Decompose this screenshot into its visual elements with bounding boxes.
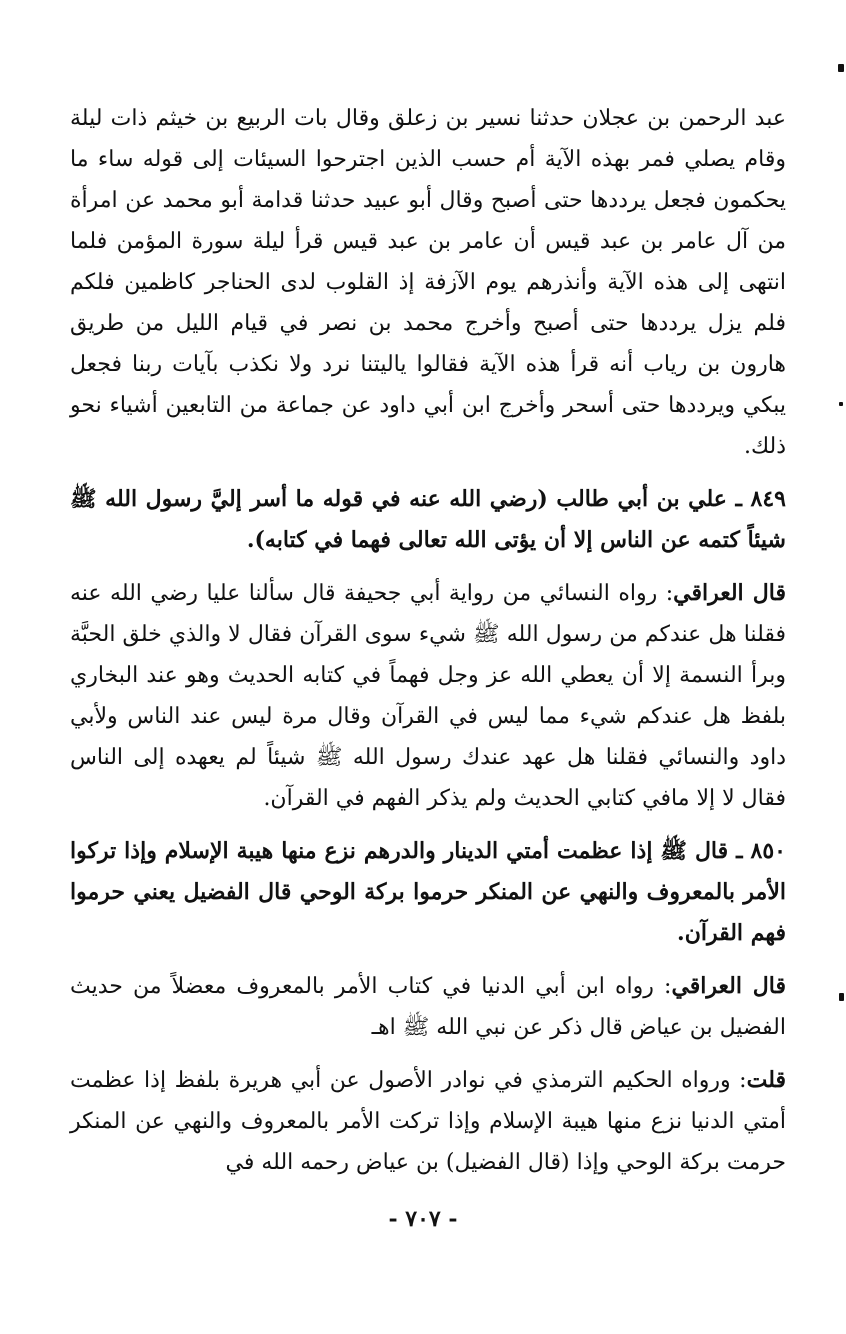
commentary-label: قال العراقي [673, 580, 786, 606]
page-body [70, 98, 786, 1183]
spacer [70, 561, 786, 573]
commentary-label: قال العراقي [671, 973, 786, 999]
entry-text: قال ﷺ إذا عظمت أمتي الدينار والدرهم نزع منها هيبة الإسلام وإذا تركوا الأمر بالمعروف والنهي عن المنكر حرموا بركة الوحي قال الفضيل يعني حرموا فهم القرآن. [70, 838, 786, 946]
commentary-text: : ورواه الحكيم الترمذي في نوادر الأصول عن أبي هريرة بلفظ إذا عظمت أمتي الدنيا نزع منها هيبة الإسلام وإذا تركت الأمر بالمعروف والنهي عن المنكر حرمت بركة الوحي وإذا (قال الفضيل) بن عياض رحمه الله في [70, 1068, 786, 1175]
spacer [70, 819, 786, 831]
commentary-text: : رواه ابن أبي الدنيا في كتاب الأمر بالمعروف معضلاً من حديث الفضيل بن عياض قال ذكر عن نبي الله ﷺ اهـ [70, 974, 786, 1040]
entry-text: علي بن أبي طالب (رضي الله عنه في قوله ما أسر إليَّ رسول الله ﷺ شيئاً كتمه عن الناس إلا أن يؤتى الله تعالى فهما في كتابه). [70, 486, 786, 553]
commentary-qultu [70, 1060, 786, 1183]
scan-mark-lower [839, 993, 844, 1001]
page-number: - ٧٠٧ - [388, 1206, 458, 1232]
commentary-label: قلت [746, 1067, 786, 1093]
commentary-iraqi-850 [70, 966, 786, 1048]
entry-850 [70, 831, 786, 954]
spacer [70, 1048, 786, 1060]
scan-mark-middle [839, 402, 843, 406]
spacer [70, 467, 786, 479]
commentary-text: : رواه النسائي من رواية أبي جحيفة قال سألنا عليا رضي الله عنه فقلنا هل عندكم من رسول الله ﷺ شيء سوى القرآن فقال لا والذي خلق الحبَّة وبرأ النسمة إلا أن يعطي الله عز وجل فهماً في كتابه الحديث وهو عند البخاري بلفظ هل عندكم شيء مما ليس في القرآن وقال مرة ليس عند الناس ولأبي داود والنسائي فقلنا هل عهد عندك رسول الله ﷺ شيئاً لم يعهده إلى الناس فقال لا إلا مافي كتابي الحديث ولم يذكر الفهم في القرآن. [70, 581, 786, 811]
entry-number: ٨٤٩ ـ [726, 486, 786, 512]
paragraph-continuation: عبد الرحمن بن عجلان حدثنا نسير بن زعلق وقال بات الربيع بن خيثم ذات ليلة وقام يصلي فمر بهذه الآية أم حسب الذين اجترحوا السيئات إلى قوله ساء ما يحكمون فجعل يرددها حتى أصبح وقال أبو عبيد حدثنا قدامة أبو محمد عن امرأة من آل عامر بن عبد قيس أن عامر بن عبد قيس قرأ ليلة سورة المؤمن فلما انتهى إلى هذه الآية وأنذرهم يوم الآزفة إذ القلوب لدى الحناجر كاظمين فلكم فلم يزل يرددها حتى أصبح وأخرج محمد بن نصر في قيام الليل من طريق هارون بن رياب أنه قرأ هذه الآية فقالوا ياليتنا نرد ولا نكذب بآيات ربنا فجعل يبكي ويرددها حتى أسحر وأخرج ابن أبي داود عن جماعة من التابعين أشياء نحو ذلك. [70, 106, 786, 459]
entry-number: ٨٥٠ ـ [728, 838, 786, 864]
commentary-iraqi-849 [70, 573, 786, 819]
spacer [70, 954, 786, 966]
entry-849 [70, 479, 786, 561]
scan-mark-top [838, 64, 844, 72]
